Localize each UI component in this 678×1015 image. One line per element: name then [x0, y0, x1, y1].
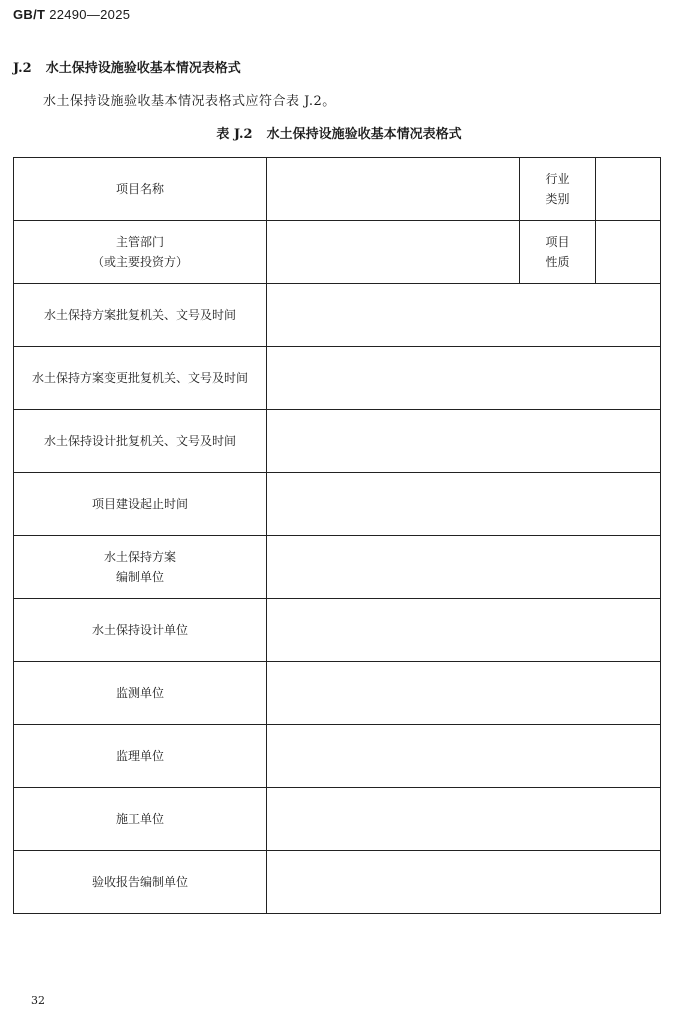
label-line: 主管部门 [115, 235, 164, 249]
value-cell[interactable] [267, 536, 661, 599]
standard-code-prefix: GB/T [13, 7, 46, 22]
value-cell-industry-category[interactable] [596, 158, 661, 221]
row-label: 水土保持设计单位 [14, 599, 267, 662]
row-label-industry-category [520, 158, 596, 221]
row-label [14, 536, 267, 599]
table-caption [0, 123, 678, 142]
row-label-project-nature [520, 221, 596, 284]
value-cell[interactable] [267, 788, 661, 851]
table-row [14, 662, 661, 725]
value-cell[interactable] [267, 725, 661, 788]
table-row [14, 536, 661, 599]
table-row [14, 599, 661, 662]
row-label: 验收报告编制单位 [14, 851, 267, 914]
table-row [14, 410, 661, 473]
value-cell[interactable] [267, 347, 661, 410]
table-row [14, 158, 661, 221]
value-cell-project-name[interactable] [267, 158, 520, 221]
value-cell[interactable] [267, 851, 661, 914]
label-line: 类别 [545, 192, 570, 206]
table-row [14, 221, 661, 284]
label-line: 编制单位 [115, 570, 164, 584]
table-row [14, 788, 661, 851]
row-label: 施工单位 [14, 788, 267, 851]
row-label: 项目建设起止时间 [14, 473, 267, 536]
row-label: 监理单位 [14, 725, 267, 788]
standard-code [13, 7, 130, 22]
value-cell-competent-department[interactable] [267, 221, 520, 284]
standard-code-number: 22490—2025 [49, 7, 131, 22]
label-line: 水土保持方案 [103, 550, 176, 564]
table-row [14, 284, 661, 347]
value-cell[interactable] [267, 662, 661, 725]
value-cell-project-nature[interactable] [596, 221, 661, 284]
value-cell[interactable] [267, 284, 661, 347]
section-title: 水土保持设施验收基本情况表格式 [45, 61, 241, 76]
label-line: 行业 [545, 172, 570, 186]
label-line: 项目 [545, 235, 570, 249]
table-caption-number: 表 J.2 [216, 127, 253, 142]
row-label: 水土保持方案变更批复机关、文号及时间 [14, 347, 267, 410]
value-cell[interactable] [267, 410, 661, 473]
table-row [14, 347, 661, 410]
table-caption-title: 水土保持设施验收基本情况表格式 [266, 127, 462, 142]
row-label [14, 221, 267, 284]
value-cell[interactable] [267, 599, 661, 662]
table-row [14, 851, 661, 914]
label-line: 性质 [545, 255, 570, 269]
value-cell[interactable] [267, 473, 661, 536]
acceptance-info-table [13, 157, 661, 914]
row-label: 项目名称 [14, 158, 267, 221]
row-label: 监测单位 [14, 662, 267, 725]
intro-paragraph: 水土保持设施验收基本情况表格式应符合表 J.2。 [43, 94, 336, 109]
label-line: （或主要投资方） [91, 255, 188, 269]
row-label: 水土保持方案批复机关、文号及时间 [14, 284, 267, 347]
section-number: J.2 [13, 61, 32, 76]
table-row [14, 725, 661, 788]
page-number: 32 [31, 994, 45, 1007]
table-row [14, 473, 661, 536]
section-heading [13, 57, 241, 76]
row-label: 水土保持设计批复机关、文号及时间 [14, 410, 267, 473]
